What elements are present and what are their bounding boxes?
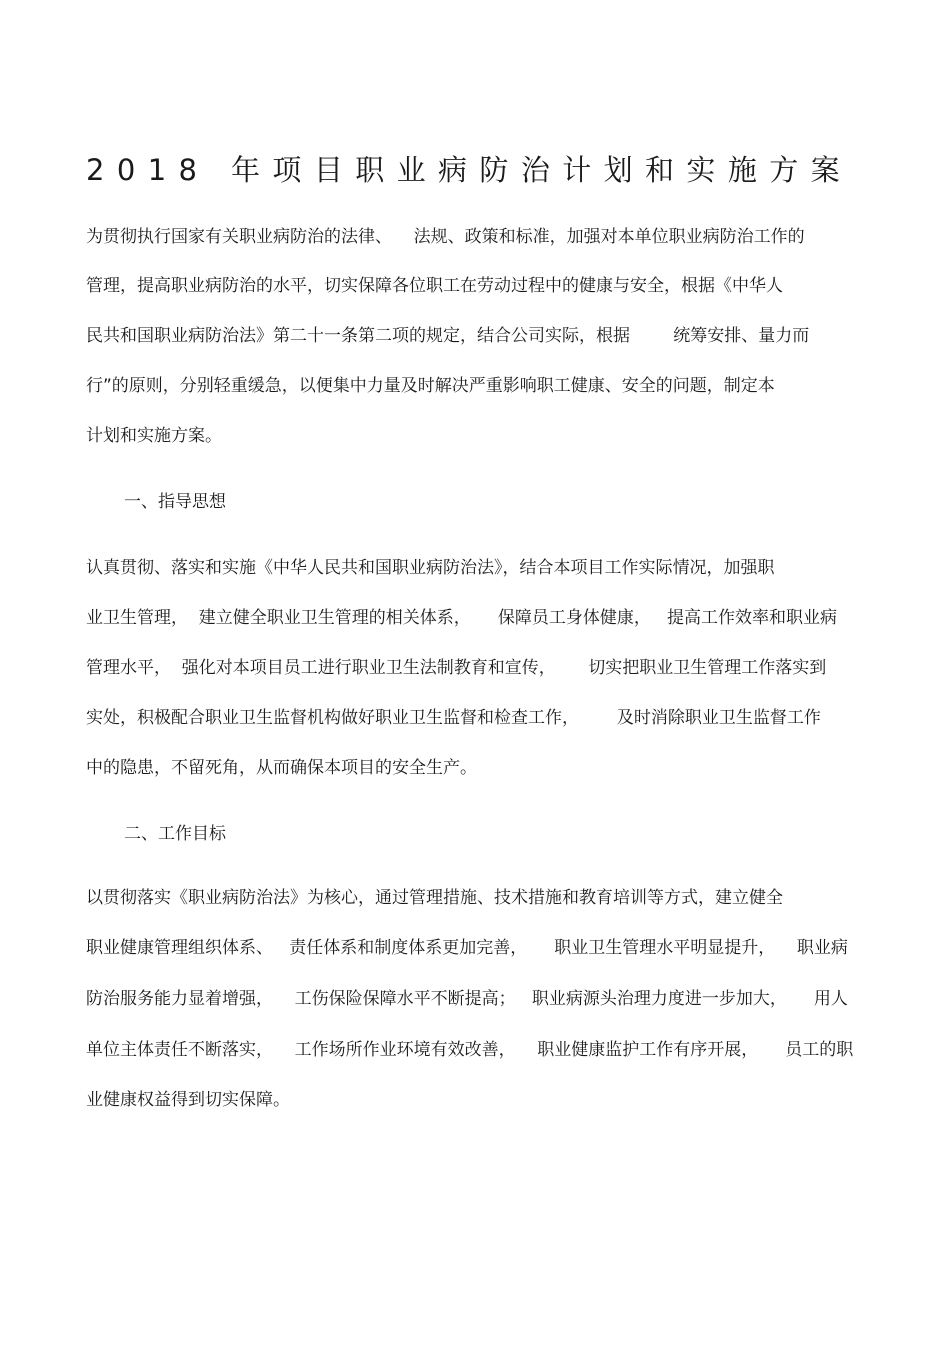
- section2-line-2: 职业健康管理组织体系、 责任体系和制度体系更加完善， 职业卫生管理水平明显提升， 职业病: [86, 938, 848, 958]
- intro-line-5: 计划和实施方案。: [86, 426, 222, 446]
- intro-line-3: 民共和国职业病防治法》第二十一条第二项的规定，结合公司实际，根据 统筹安排、量力而: [86, 326, 810, 346]
- section2-line-5: 业健康权益得到切实保障。: [86, 1090, 290, 1110]
- section-heading-guiding-thought: 一、指导思想: [124, 492, 226, 512]
- intro-line-1: 为贯彻执行国家有关职业病防治的法律、 法规、政策和标准，加强对本单位职业病防治工作的: [86, 227, 805, 247]
- section1-line-1: 认真贯彻、落实和实施《中华人民共和国职业病防治法》，结合本项目工作实际情况，加强职: [86, 558, 775, 578]
- section2-line-1: 以贯彻落实《职业病防治法》为核心，通过管理措施、技术措施和教育培训等方式，建立健全: [86, 888, 783, 908]
- section2-line-4: 单位主体责任不断落实， 工作场所作业环境有效改善， 职业健康监护工作有序开展， 员工的职: [86, 1040, 854, 1060]
- section1-line-5: 中的隐患，不留死角，从而确保本项目的安全生产。: [86, 758, 477, 778]
- section2-line-3: 防治服务能力显着增强， 工伤保险保障水平不断提高； 职业病源头治理力度进一步加大， 用人: [86, 989, 848, 1009]
- intro-line-4: 行”的原则，分别轻重缓急，以便集中力量及时解决严重影响职工健康、安全的问题，制定本: [86, 376, 775, 396]
- section-heading-work-goals: 二、工作目标: [124, 824, 226, 844]
- section1-line-2: 业卫生管理， 建立健全职业卫生管理的相关体系， 保障员工身体健康， 提高工作效率和职业病: [86, 608, 838, 628]
- section1-line-3: 管理水平， 强化对本项目员工进行职业卫生法制教育和宣传， 切实把职业卫生管理工作落实到: [86, 658, 827, 678]
- intro-line-2: 管理，提高职业病防治的水平，切实保障各位职工在劳动过程中的健康与安全，根据《中华人: [86, 276, 783, 296]
- document-title: 2018 年项目职业病防治计划和实施方案: [86, 153, 853, 187]
- section1-line-4: 实处，积极配合职业卫生监督机构做好职业卫生监督和检查工作， 及时消除职业卫生监督工作: [86, 708, 821, 728]
